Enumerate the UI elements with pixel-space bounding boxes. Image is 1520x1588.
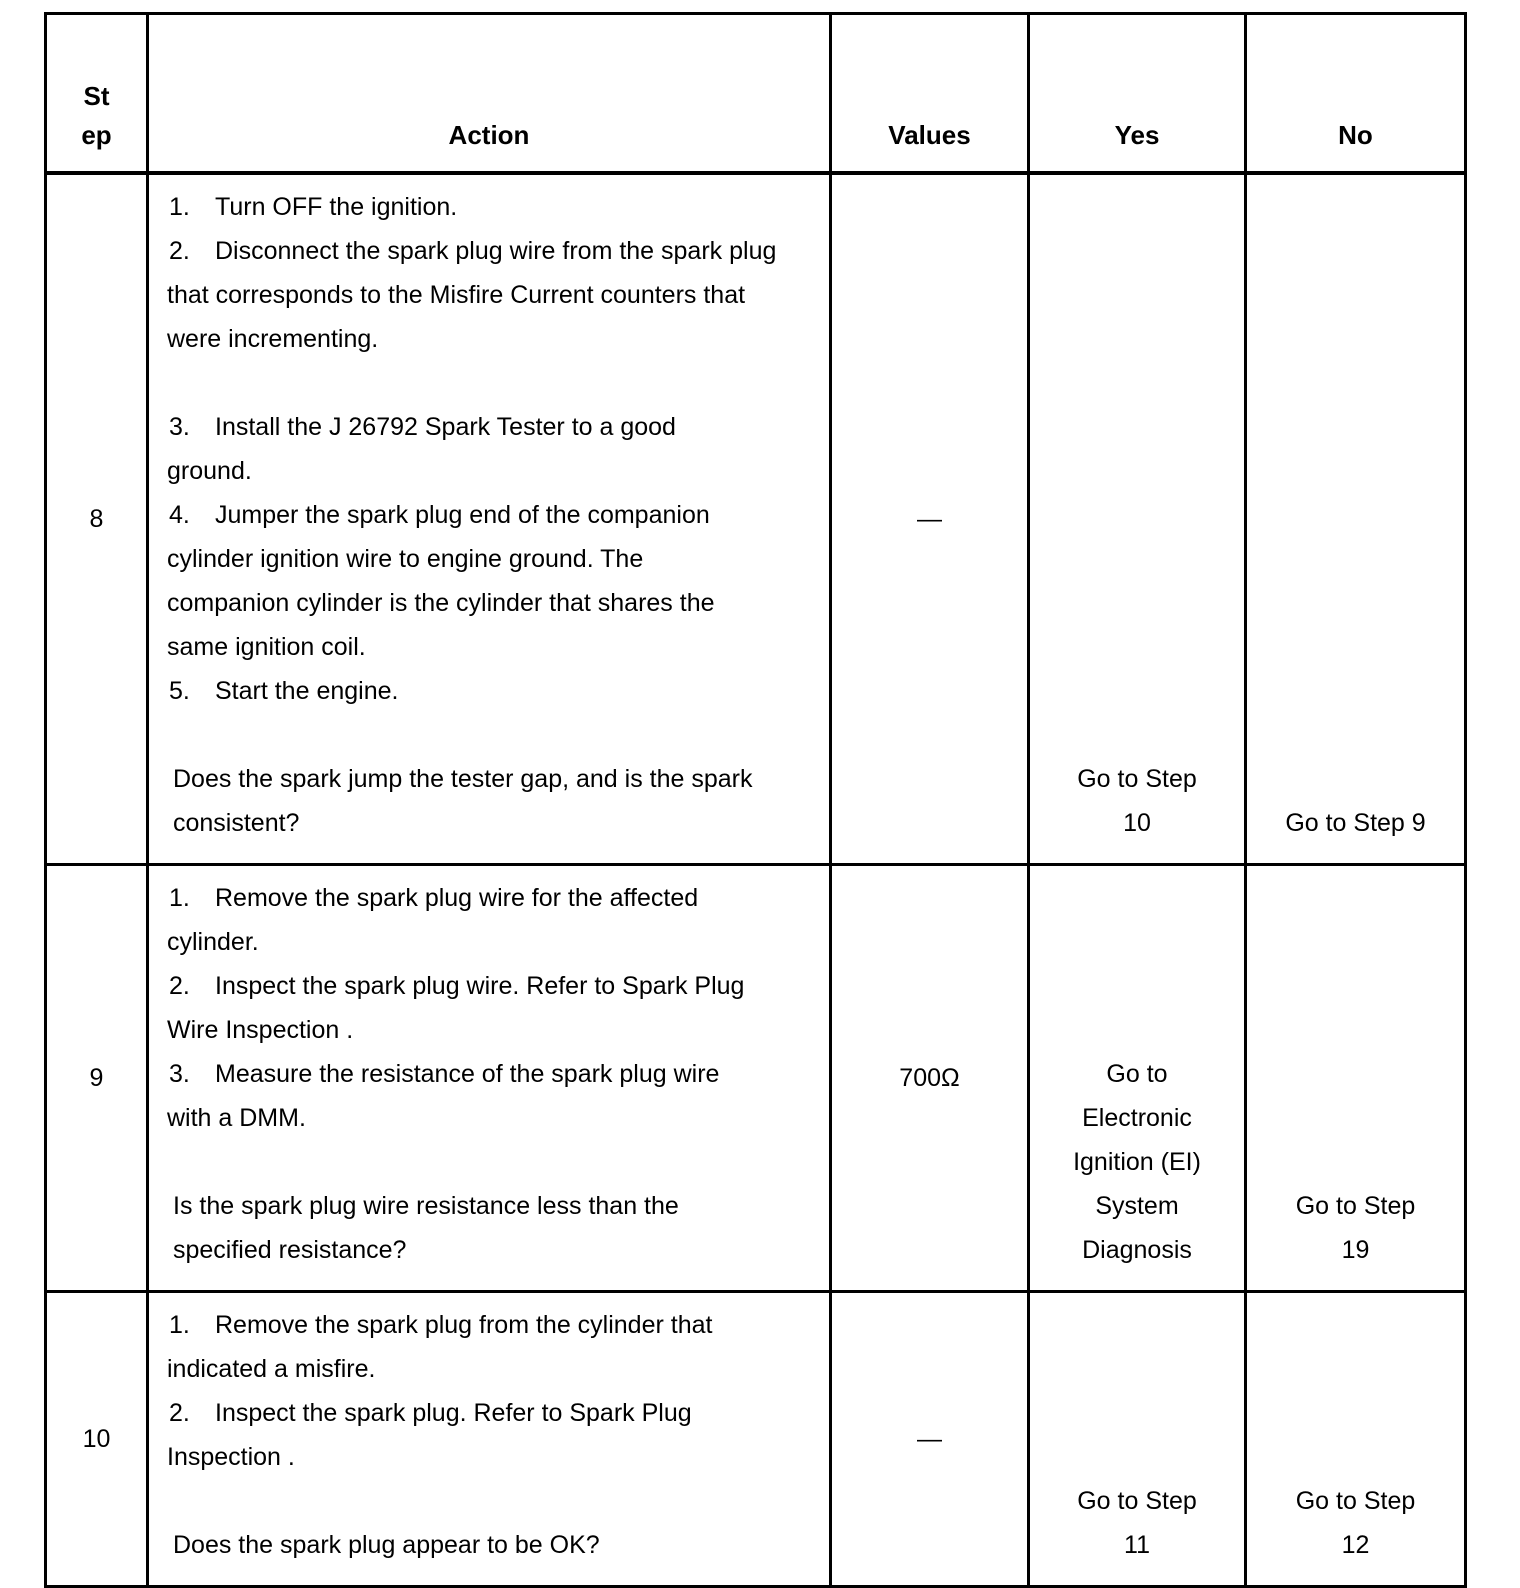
action-item: 4. Jumper the spark plug end of the companion cylinder ignition wire to engine ground. The companion cylinder is the cylinder that shares the same ignition coil. xyxy=(167,501,715,661)
yes-cell: Go to Electronic Ignition (EI) System Diagnosis xyxy=(1029,865,1246,1292)
table-row-step-8 xyxy=(46,173,1466,865)
action-question: Does the spark jump the tester gap, and is the spark consistent? xyxy=(173,765,753,837)
header-yes: Yes xyxy=(1029,14,1246,174)
no-cell: Go to Step 19 xyxy=(1246,865,1466,1292)
no-cell: Go to Step 9 xyxy=(1246,173,1466,865)
action-item: 2. Inspect the spark plug. Refer to Spark Plug Inspection . xyxy=(167,1399,692,1471)
action-item: 2. Disconnect the spark plug wire from the spark plug that corresponds to the Misfire Current counters that were incrementing. xyxy=(167,237,777,353)
header-no: No xyxy=(1246,14,1466,174)
action-cell xyxy=(148,865,831,1292)
header-step: St ep xyxy=(46,14,148,174)
action-item: 3. Install the J 26792 Spark Tester to a good ground. xyxy=(167,413,676,485)
action-item: 3. Measure the resistance of the spark plug wire with a DMM. xyxy=(167,1060,720,1132)
table-row-step-10 xyxy=(46,1292,1466,1587)
action-item: 2. Inspect the spark plug wire. Refer to Spark Plug Wire Inspection . xyxy=(167,972,745,1044)
step-number: 8 xyxy=(46,173,148,865)
action-item: 1. Turn OFF the ignition. xyxy=(169,193,458,221)
step-number: 10 xyxy=(46,1292,148,1587)
header-values: Values xyxy=(831,14,1029,174)
values-cell: 700Ω xyxy=(831,865,1029,1292)
step-number: 9 xyxy=(46,865,148,1292)
yes-cell: Go to Step 11 xyxy=(1029,1292,1246,1587)
action-cell xyxy=(148,1292,831,1587)
yes-cell: Go to Step 10 xyxy=(1029,173,1246,865)
action-cell xyxy=(148,173,831,865)
no-cell: Go to Step 12 xyxy=(1246,1292,1466,1587)
diagnostic-table xyxy=(44,12,1467,1588)
table-row-step-9 xyxy=(46,865,1466,1292)
header-action: Action xyxy=(148,14,831,174)
action-item: 1. Remove the spark plug wire for the affected cylinder. xyxy=(167,884,699,956)
header-row xyxy=(46,14,1466,174)
action-question: Is the spark plug wire resistance less than the specified resistance? xyxy=(173,1192,679,1264)
values-cell: — xyxy=(831,173,1029,865)
action-item: 5. Start the engine. xyxy=(169,677,399,705)
values-cell: — xyxy=(831,1292,1029,1587)
action-question: Does the spark plug appear to be OK? xyxy=(173,1531,600,1559)
action-item: 1. Remove the spark plug from the cylinder that indicated a misfire. xyxy=(167,1311,713,1383)
